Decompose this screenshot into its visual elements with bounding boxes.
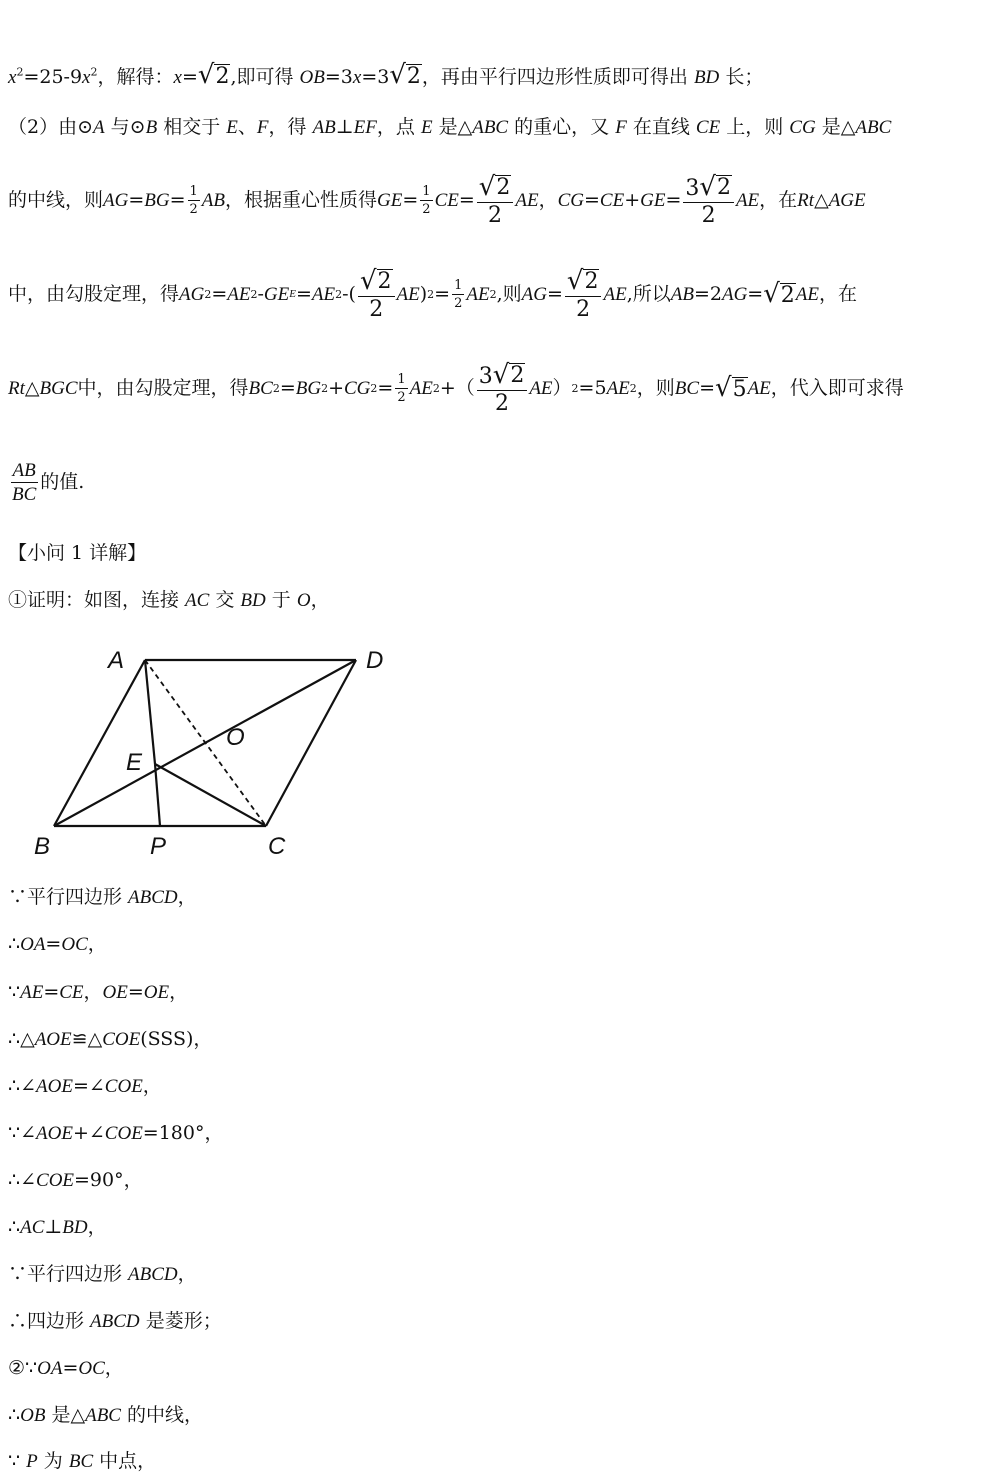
text-line-1: $x^2=25-9x^2$，解得：x= √ 2 ,即可得 OB=3x=3 √ 2 ，再由平行四边形性质即可得出 BD 长；	[8, 60, 764, 90]
var: x	[173, 67, 182, 88]
label-d: D	[366, 647, 384, 674]
fraction-ab-bc: $\frac{AB}{BC}$	[12, 459, 37, 505]
var: OB	[299, 67, 325, 88]
text: ,即可得	[230, 66, 300, 88]
text-line-3: 的中线，则 AG = BG = $\frac{1}{2}$ AB ，根据重心性质得 GE = $\frac{1}{2}$ CE = √ 2 2 AE ， CG = CE + GE = 3 √ 2 2 AE ，在 Rt △ AGE	[8, 171, 866, 228]
label-p: P	[150, 833, 167, 860]
sqrt-symbol: √ 2	[197, 60, 230, 90]
label-e: E	[126, 749, 143, 776]
proof-step: ∵AE=CE，OE=OE，	[8, 981, 189, 1003]
label-b: B	[34, 833, 51, 860]
proof-step: ∴△AOE≌△COE(SSS)，	[8, 1028, 213, 1050]
proof-step: ②∵OA=OC，	[8, 1357, 124, 1379]
text: 长；	[719, 66, 764, 88]
fraction: $\frac{1}{2}$	[189, 183, 198, 217]
segment-ec	[155, 764, 266, 826]
segment-ac-dashed	[145, 660, 266, 826]
text: ，解得：	[97, 66, 174, 88]
text-line-4: 中，由勾股定理，得 AG 2 = AE 2 - GE E = AE 2 -( √ 2 2 AE ) 2 = $\frac{1}{2}$ AE 2 ,则 AG = √ 2 2 AE ,所以 AB =2 AG = √ 2 AE ，在	[8, 265, 858, 322]
proof-step: ∵平行四边形 ABCD，	[8, 886, 197, 908]
sqrt-symbol: √ 5	[715, 373, 747, 403]
segment-ep	[155, 764, 160, 826]
label-o: O	[226, 724, 245, 751]
var: x	[352, 67, 362, 88]
proof-step: ∴AC⊥BD，	[8, 1216, 107, 1238]
proof-step: ∴OA=OC，	[8, 933, 107, 955]
proof-step: ∴∠AOE=∠COE，	[8, 1075, 162, 1097]
proof-step: ∵ P 为 BC 中点，	[8, 1450, 157, 1472]
section-heading: 【小问 1 详解】	[8, 542, 147, 564]
fraction: √ 2 2	[358, 268, 395, 321]
text: =3	[324, 66, 353, 88]
proof-step: ∴四边形 ABCD 是菱形；	[8, 1310, 222, 1332]
text: =	[181, 66, 198, 88]
label-c: C	[268, 833, 286, 860]
text: =25-9	[23, 66, 83, 88]
text-line-2: （2）由⊙A 与⊙B 相交于 E、F，得 AB⊥EF，点 E 是△ABC 的重心，又 F 在直线 CE 上，则 CG 是△ABC	[8, 116, 892, 138]
proof-step: ∵平行四边形 ABCD，	[8, 1263, 197, 1285]
fraction: √ 2 2	[565, 268, 602, 321]
var: x	[8, 67, 17, 88]
text-line-6: $\frac{AB}{BC}$ 的值.	[12, 459, 85, 505]
var: BD	[693, 67, 720, 88]
fraction: √ 2 2	[477, 174, 514, 227]
text: =3	[361, 66, 390, 88]
fraction: 3 √ 2 2	[477, 362, 528, 415]
sqrt-symbol: √ 2	[763, 279, 795, 309]
fraction: $\frac{1}{2}$	[422, 183, 431, 217]
text-line-5: Rt △ BGC 中，由勾股定理，得 BC 2 = BG 2 + CG 2 = $\frac{1}{2}$ AE 2 +（ 3 √ 2 2 AE ） 2 =5 AE 2 ，则 BC = √ 5 AE ，代入即可求得	[8, 359, 904, 416]
proof-intro: ①证明：如图，连接 AC 交 BD 于 O，	[8, 589, 330, 611]
proof-step: ∵∠AOE+∠COE=180°，	[8, 1122, 224, 1144]
label-a: A	[108, 647, 125, 674]
proof-step: ∴OB 是△ABC 的中线，	[8, 1404, 204, 1426]
sqrt-symbol: √ 2	[389, 60, 421, 90]
text: ，再由平行四边形性质即可得出	[421, 66, 694, 88]
parallelogram-figure	[28, 640, 408, 870]
fraction: $\frac{1}{2}$	[454, 277, 463, 311]
fraction: $\frac{1}{2}$	[397, 371, 406, 405]
fraction: 3 √ 2 2	[683, 174, 734, 227]
var: x	[82, 67, 91, 88]
proof-step: ∴∠COE=90°，	[8, 1169, 143, 1191]
segment-ae	[145, 660, 155, 764]
